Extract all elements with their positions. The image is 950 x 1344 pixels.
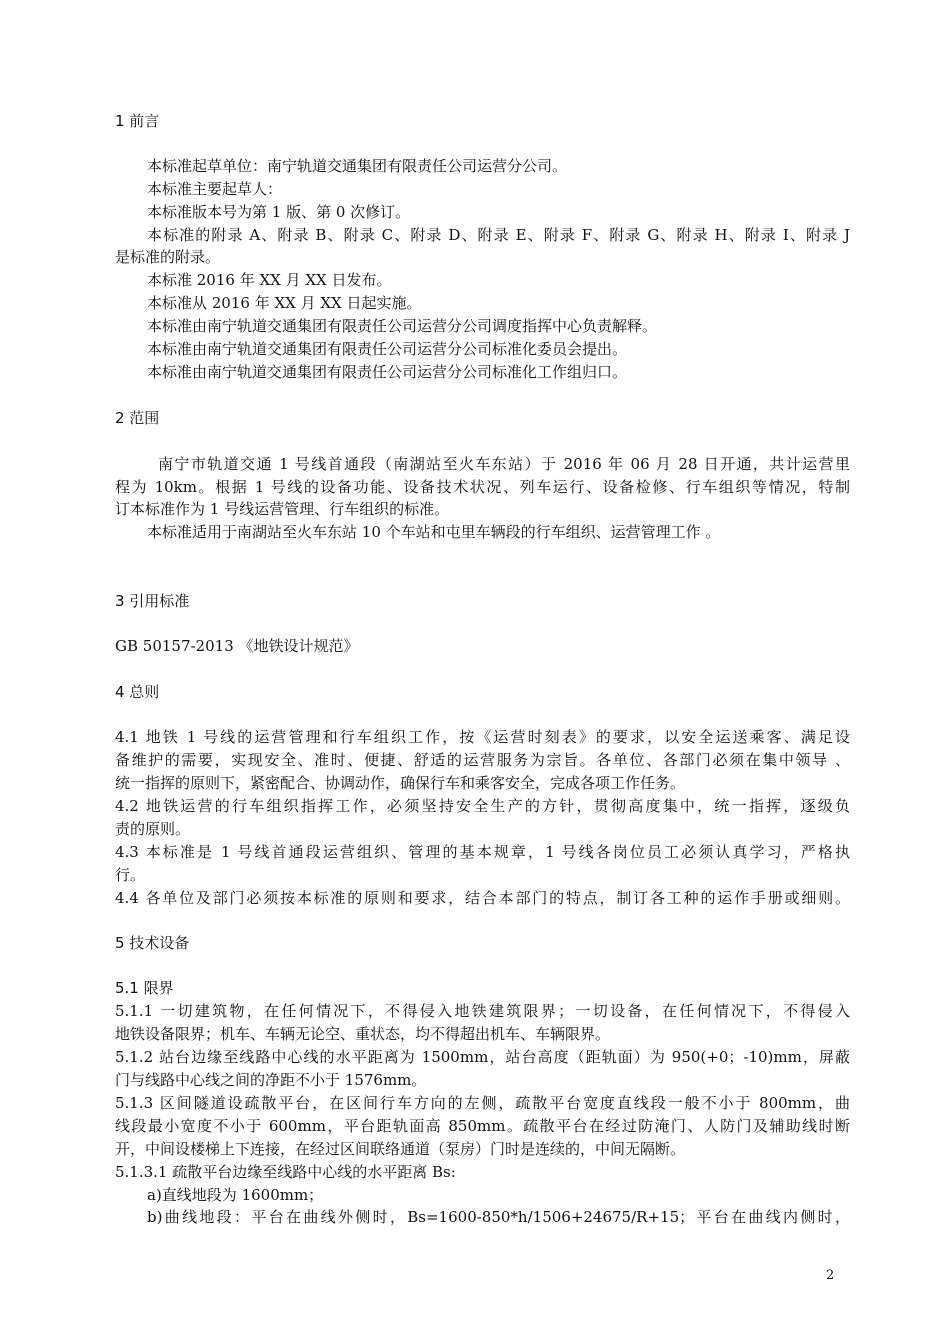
section-4-heading: 4 总则	[115, 683, 160, 701]
section-5-line-9: a)直线地段为 1600mm；	[147, 1186, 324, 1204]
page-number: 2	[826, 1268, 835, 1283]
section-1-heading: 1 前言	[115, 112, 160, 130]
section-4-line-5: 责的原则。	[115, 820, 191, 838]
section-5-line-8: 5.1.3.1 疏散平台边缘至线路中心线的水平距离 Bs:	[115, 1163, 456, 1181]
section-5-heading: 5 技术设备	[115, 934, 190, 952]
section-5-line-1: 5.1.1 一切建筑物，在任何情况下，不得侵入地铁建筑限界；一切设备，在任何情况下，不得侵入	[115, 1002, 850, 1020]
section-4-line-8: 4.4 各单位及部门必须按本标准的原则和要求，结合本部门的特点，制订各工种的运作手册或细则。	[115, 889, 850, 907]
section-2-line-4: 本标准适用于南湖站至火车东站 10 个车站和屯里车辆段的行车组织、运营管理工作 。	[147, 523, 721, 541]
reference-standard: GB 50157-2013 《地铁设计规范》	[115, 637, 359, 655]
section-5-line-10: b)曲线地段：平台在曲线外侧时，Bs=1600-850*h/1506+24675/R+15；平台在曲线内侧时，	[147, 1208, 850, 1226]
section-4-line-6: 4.3 本标准是 1 号线首通段运营组织、管理的基本规章，1 号线各岗位员工必须认真学习，严格执	[115, 843, 850, 861]
section-1-line-5: 是标准的附录。	[115, 248, 221, 266]
section-5-line-6: 线段最小宽度不小于 600mm，平台距轨面高 850mm。疏散平台在经过防淹门、人防门及辅助线时断	[115, 1117, 850, 1135]
section-4-line-2: 备维护的需要，实现安全、准时、便捷、舒适的运营服务为宗旨。各单位、各部门必须在集中领导 、	[115, 751, 850, 769]
section-3-heading: 3 引用标准	[115, 592, 190, 610]
section-5-line-4: 门与线路中心线之间的净距不小于 1576mm。	[115, 1071, 427, 1089]
section-1-line-1: 本标准起草单位：南宁轨道交通集团有限责任公司运营分公司。	[147, 157, 568, 175]
section-2-heading: 2 范围	[115, 409, 160, 427]
section-2-line-2: 程为 10km。根据 1 号线的设备功能、设备技术状况、列车运行、设备检修、行车组织等情况，特制	[115, 478, 850, 496]
section-1-line-4: 本标准的附录 A、附录 B、附录 C、附录 D、附录 E、附录 F、附录 G、附录 H、附录 I、附录 J	[147, 226, 850, 244]
section-2-line-3: 订本标准作为 1 号线运营管理、行车组织的标准。	[115, 500, 450, 518]
section-5-line-5: 5.1.3 区间隧道设疏散平台，在区间行车方向的左侧，疏散平台宽度直线段一般不小于 800mm，曲	[115, 1094, 850, 1112]
section-4-line-3: 统一指挥的原则下，紧密配合、协调动作，确保行车和乘客安全，完成各项工作任务。	[115, 774, 686, 792]
section-5-line-2: 地铁设备限界；机车、车辆无论空、重状态，均不得超出机车、车辆限界。	[115, 1025, 611, 1043]
section-4-line-7: 行。	[115, 866, 146, 884]
section-2-line-1: 南宁市轨道交通 1 号线首通段（南湖站至火车东站）于 2016 年 06 月 28 日开通，共计运营里	[158, 455, 850, 473]
section-1-line-3: 本标准版本号为第 1 版、第 0 次修订。	[147, 203, 411, 221]
section-5-line-7: 开，中间设楼梯上下连接，在经过区间联络通道（泵房）门时是连续的，中间无隔断。	[115, 1140, 686, 1158]
section-1-line-9: 本标准由南宁轨道交通集团有限责任公司运营分公司标准化委员会提出。	[147, 340, 628, 358]
section-1-line-2: 本标准主要起草人：	[147, 180, 283, 198]
section-1-line-7: 本标准从 2016 年 XX 月 XX 日起实施。	[147, 294, 422, 312]
section-4-line-4: 4.2 地铁运营的行车组织指挥工作，必须坚持安全生产的方针，贯彻高度集中，统一指挥，逐级负	[115, 797, 850, 815]
section-5-line-3: 5.1.2 站台边缘至线路中心线的水平距离为 1500mm，站台高度（距轨面）为 950(+0；-10)mm，屏蔽	[115, 1048, 850, 1066]
section-4-line-1: 4.1 地铁 1 号线的运营管理和行车组织工作，按《运营时刻表》的要求，以安全运送乘客、满足设	[115, 728, 850, 746]
section-1-line-8: 本标准由南宁轨道交通集团有限责任公司运营分公司调度指挥中心负责解释。	[147, 317, 658, 335]
section-1-line-6: 本标准 2016 年 XX 月 XX 日发布。	[147, 271, 392, 289]
section-1-line-10: 本标准由南宁轨道交通集团有限责任公司运营分公司标准化工作组归口。	[147, 363, 628, 381]
section-5-1-heading: 5.1 限界	[115, 979, 174, 997]
